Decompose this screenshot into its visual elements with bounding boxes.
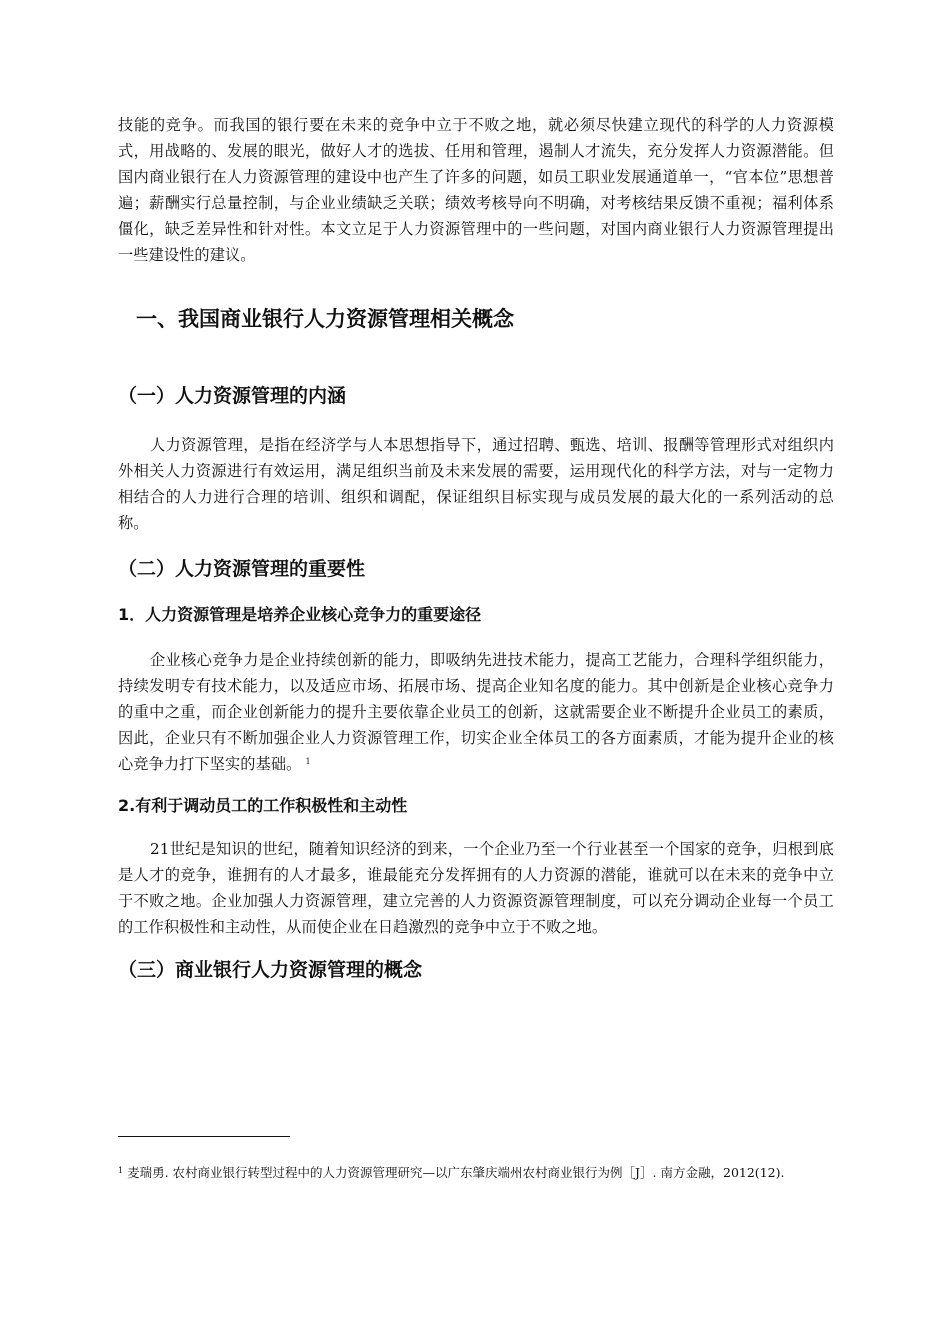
subsection-2-heading: （二）人力资源管理的重要性	[118, 558, 366, 580]
footnote-divider	[118, 1136, 290, 1137]
point-2-paragraph: 21世纪是知识的世纪，随着知识经济的到来，一个企业乃至一个行业甚至一个国家的竞争，归根到底是人才的竞争，谁拥有的人才最多，谁最能充分发挥拥有的人力资源的潜能，谁就可以在未来的竞争中立于不败之地。企业加强人力资源管理，建立完善的人力资源资源管理制度，可以充分调动企业每一个员工的工作积极性和主动性，从而使企业在日趋激烈的竞争中立于不败之地。	[118, 840, 834, 936]
subsection-3-heading: （三）商业银行人力资源管理的概念	[118, 959, 423, 981]
section-1-heading: 一、我国商业银行人力资源管理相关概念	[136, 307, 514, 331]
point-1-paragraph-text: 企业核心竞争力是企业持续创新的能力，即吸纳先进技术能力，提高工艺能力，合理科学组织能力，持续发明专有技术能力，以及适应市场、拓展市场、提高企业知名度的能力。其中创新是企业核心竞争力的重中之重，而企业创新能力的提升主要依靠企业员工的创新，这就需要企业不断提升企业员工的素质，因此，企业只有不断加强企业人力资源管理工作，切实企业全体员工的各方面素质，才能为提升企业的核心竞争力打下坚实的基础。	[118, 651, 834, 773]
intro-paragraph: 技能的竞争。而我国的银行要在未来的竞争中立于不败之地，就必须尽快建立现代的科学的人力资源模式，用战略的、发展的眼光，做好人才的选拔、任用和管理，遏制人才流失，充分发挥人力资源潜能。但国内商业银行在人力资源管理的建设中也产生了许多的问题，如员工职业发展通道单一，“官本位”思想普遍；薪酬实行总量控制，与企业业绩缺乏关联；绩效考核导向不明确，对考核结果反馈不重视；福利体系僵化，缺乏差异性和针对性。本文立足于人力资源管理中的一些问题，对国内商业银行人力资源管理提出一些建设性的建议。	[118, 116, 834, 264]
footnote	[118, 1154, 834, 1192]
subsection-1-heading: （一）人力资源管理的内涵	[118, 385, 347, 407]
subsection-1-paragraph: 人力资源管理，是指在经济学与人本思想指导下，通过招聘、甄选、培训、报酬等管理形式对组织内外相关人力资源进行有效运用，满足组织当前及未来发展的需要，运用现代化的科学方法，对与一定物力相结合的人力进行合理的培训、组织和调配，保证组织目标实现与成员发展的最大化的一系列活动的总称。	[118, 436, 834, 532]
point-2-heading: 2.有利于调动员工的工作积极性和主动性	[118, 796, 408, 815]
footnote-text: 麦瑞勇. 农村商业银行转型过程中的人力资源管理研究—以广东肇庆端州农村商业银行为例［J］. 南方金融，2012(12).	[127, 1165, 785, 1180]
point-1-heading: 1．人力资源管理是培养企业核心竞争力的重要途径	[118, 605, 482, 624]
footnote-reference[interactable]: 1	[305, 757, 311, 766]
document-body	[118, 112, 834, 984]
point-1-paragraph	[118, 647, 834, 777]
footnote-number: 1	[118, 1166, 124, 1175]
